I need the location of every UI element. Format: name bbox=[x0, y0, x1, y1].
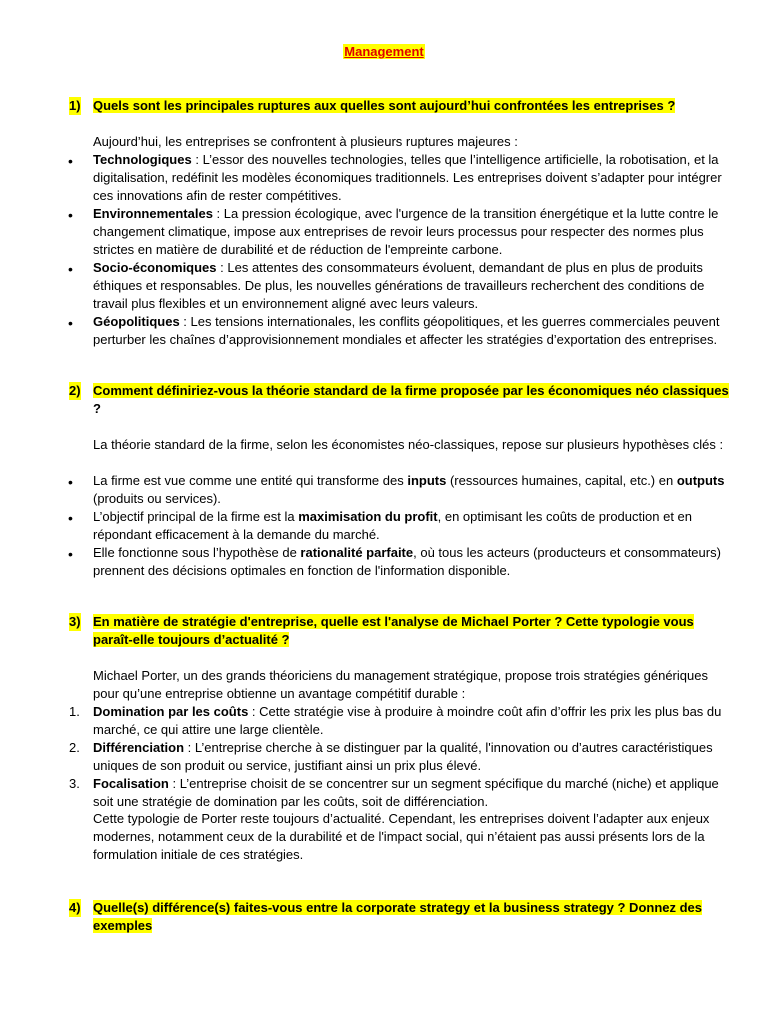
list-item: 2. Différenciation : L’entreprise cherche à se distinguer par la qualité, l'innovation ou d’autres caractéristiques uniques de son produit ou service, justifiant ainsi un prix plus élevé. bbox=[69, 740, 713, 773]
list-item: • Socio-économiques : Les attentes des consommateurs évoluent, demandant de plus en plus de produits éthiques et responsables. De plus, les nouvelles générations de travailleurs recherchent des conditions de travail plus flexibles et un environnement aligné avec leurs valeurs. bbox=[68, 260, 705, 311]
answer-conclusion: Cette typologie de Porter reste toujours d’actualité. Cependant, les entreprises doivent l’adapter aux enjeux modernes, notamment ceux de la durabilité et de l'impact social, qui n’étaient pas aussi présents lors de la formulation initiale de ces stratégies. bbox=[93, 811, 710, 862]
list-item: • La firme est vue comme une entité qui transforme des inputs (ressources humaines, capital, etc.) en outputs (produits ou services). bbox=[68, 473, 725, 506]
question-text: Quelle(s) différence(s) faites-vous entre la corporate strategy et la business strategy ? Donnez des exemples bbox=[93, 900, 703, 933]
bullet-list bbox=[68, 151, 733, 349]
question-number: 3) bbox=[69, 614, 81, 629]
question-number: 2) bbox=[69, 383, 81, 398]
bullet-icon: • bbox=[68, 153, 73, 169]
item-number: 3. bbox=[69, 776, 80, 791]
answer-intro: Aujourd’hui, les entreprises se confrontent à plusieurs ruptures majeures : bbox=[93, 134, 518, 149]
bullet-list bbox=[68, 472, 733, 580]
bullet-icon: • bbox=[68, 315, 73, 331]
question-number: 4) bbox=[69, 900, 81, 915]
item-number: 2. bbox=[69, 740, 80, 755]
bullet-icon: • bbox=[68, 261, 73, 277]
bullet-icon: • bbox=[68, 207, 73, 223]
list-item: • Environnementales : La pression écologique, avec l'urgence de la transition énergétique et la lutte contre le changement climatique, impose aux entreprises de revoir leurs processus pour respecter des normes plus strictes en matière de durabilité et de réduction de l'empreinte carbone. bbox=[68, 206, 719, 257]
question-text: Quels sont les principales ruptures aux quelles sont aujourd’hui confrontées les entreprises bbox=[93, 98, 664, 113]
question-number: 1) bbox=[69, 98, 81, 113]
list-item: • Géopolitiques : Les tensions internationales, les conflits géopolitiques, et les guerres commerciales peuvent perturber les chaînes d’approvisionnement mondiales et affecter les stratégies d’exportation des entreprises. bbox=[68, 314, 720, 347]
bullet-icon: • bbox=[68, 510, 73, 526]
question-3 bbox=[69, 613, 729, 649]
list-item: 3. Focalisation : L’entreprise choisit de se concentrer sur un segment spécifique du marché (niche) et applique soit une stratégie de domination par les coûts, soit de différenciation. bbox=[69, 776, 719, 809]
numbered-list bbox=[69, 703, 733, 811]
question-text: En matière de stratégie d'entreprise, quelle est l'analyse de Michael Porter ? Cette typologie vous paraît-elle toujours d’actualité ? bbox=[93, 614, 694, 647]
answer-intro: La théorie standard de la firme, selon les économistes néo-classiques, repose sur plusieurs hypothèses clés : bbox=[93, 437, 724, 452]
bullet-icon: • bbox=[68, 474, 73, 490]
item-number: 1. bbox=[69, 704, 80, 719]
bullet-icon: • bbox=[68, 546, 73, 562]
question-2: 2) Comment définiriez-vous la théorie standard de la firme proposée par les économiques néo classiques ? bbox=[69, 383, 729, 416]
question-4 bbox=[69, 899, 729, 935]
list-item: • Technologiques : L’essor des nouvelles technologies, telles que l’intelligence artificielle, la robotisation, et la digitalisation, redéfinit les modèles économiques traditionnels. Les entreprises doivent s’adapter pour intégrer ces innovations afin de rester compétitives. bbox=[68, 152, 722, 203]
list-item: • Elle fonctionne sous l’hypothèse de rationalité parfaite, où tous les acteurs (producteurs et consommateurs) prennent des décisions optimales en fonction de l'information disponible. bbox=[68, 545, 721, 578]
question-1: 1) Quels sont les principales ruptures aux quelles sont aujourd’hui confrontées les entreprises ? bbox=[69, 98, 676, 113]
question-text: Comment définiriez-vous la théorie standard de la firme proposée par les économiques néo classiques bbox=[93, 383, 729, 398]
list-item: • L’objectif principal de la firme est la maximisation du profit, en optimisant les coûts de production et en répondant efficacement à la demande du marché. bbox=[68, 509, 693, 542]
document-title: Management bbox=[344, 44, 424, 59]
answer-intro: Michael Porter, un des grands théoriciens du management stratégique, propose trois stratégies génériques pour qu’une entreprise obtienne un avantage compétitif durable : bbox=[93, 668, 708, 701]
list-item: 1. Domination par les coûts : Cette stratégie vise à produire à moindre coût afin d’offrir les prix les plus bas du marché, ce qui attire une large clientèle. bbox=[69, 704, 722, 737]
